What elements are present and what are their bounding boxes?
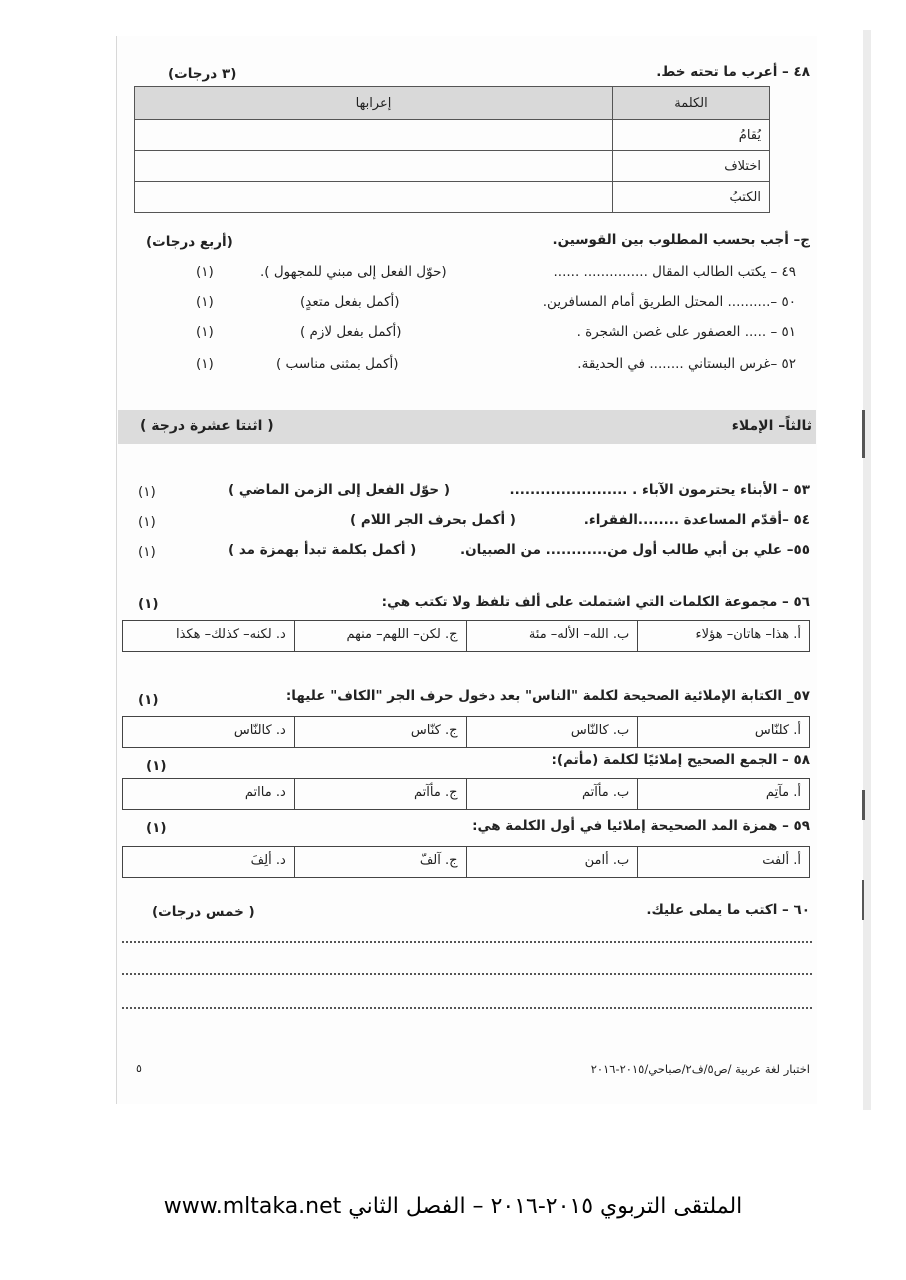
option-d[interactable]: د. ألِفَ [250,853,286,868]
option-d[interactable]: د. مااتم [244,785,286,800]
option-c[interactable]: ج. مأآتم [294,779,466,809]
q51-mark: (١) [196,324,214,340]
dictation-line[interactable] [122,940,812,943]
q56-question: ٥٦ – مجموعة الكلمات التي اشتملت على ألف تلفظ ولا تكتب هي: [381,594,810,610]
q57-mark: (١) [138,692,159,708]
q50-text: ٥٠ –.......... المحتل الطريق أمام المسافرين. [542,294,796,310]
section-3-title: ثالثاً– الإملاء [731,418,812,434]
row-answer[interactable] [135,120,613,151]
q57-question: ٥٧_ الكتابة الإملائية الصحيحة لكلمة "الناس" بعد دخول حرف الجر "الكاف" عليها: [285,688,810,704]
q54-text: ٥٤ –أقدّم المساعدة ........الفقراء. [583,512,810,528]
option-a[interactable]: أ. هذا– هاتان– هؤلاء [637,621,809,651]
q55-hint: ( أكمل بكلمة تبدأ بهمزة مد ) [228,542,417,558]
q60-title: ٦٠ – اكتب ما يملى عليك. [646,902,810,918]
q49-mark: (١) [196,264,214,280]
q55-mark: (١) [138,544,156,560]
q49-hint: (حوّل الفعل إلى مبني للمجهول ). [260,264,447,280]
q53-mark: (١) [138,484,156,500]
q50-mark: (١) [196,294,214,310]
q48-title: ٤٨ – أعرب ما تحته خط. [656,64,810,80]
section-c-title: ج– أجب بحسب المطلوب بين القوسين. [552,232,810,248]
page-number: ٥ [136,1062,142,1075]
q54-hint: ( أكمل بحرف الجر اللام ) [350,512,516,528]
header-word: الكلمة [613,87,770,120]
row-answer[interactable] [135,151,613,182]
q58-mark: (١) [146,758,167,774]
table-row [135,120,770,151]
page-edge [863,30,871,1110]
q58-options [122,778,810,810]
section-3-band [118,410,816,444]
table-row [135,182,770,213]
q57-options [122,716,810,748]
site-caption: الملتقى التربوي ٢٠١٥-٢٠١٦ – الفصل الثاني www.mltaka.net [163,1194,743,1219]
q56-mark: (١) [138,596,159,612]
q51-text: ٥١ – ..... العصفور على غصن الشجرة . [576,324,796,340]
q59-options [122,846,810,878]
dictation-line[interactable] [122,972,812,975]
option-d[interactable]: د. لكنه– كذلك– هكذا [175,627,286,642]
exam-footer: اختبار لغة عربية /ص٥/ف٢/صباحي/٢٠١٥-٢٠١٦ [590,1062,810,1076]
row-word: يُقامُ [613,120,770,151]
q48-score: (٣ درجات) [168,66,237,82]
row-answer[interactable] [135,182,613,213]
option-b[interactable]: ب. مأآتم [466,779,638,809]
option-a[interactable]: أ. كلنّاس [637,717,809,747]
q53-hint: ( حوّل الفعل إلى الزمن الماضي ) [228,482,451,498]
header-parse: إعرابها [135,87,613,120]
option-a[interactable]: أ. ألفت [637,847,809,877]
q52-mark: (١) [196,356,214,372]
q58-question: ٥٨ – الجمع الصحيح إملائيًا لكلمة (مأتم): [551,752,810,768]
q55-text: ٥٥– علي بن أبي طالب أول من............ من الصبيان. [460,542,810,558]
q54-mark: (١) [138,514,156,530]
option-c[interactable]: ج. آلفّ [294,847,466,877]
table-row [135,151,770,182]
table-header-row [135,87,770,120]
row-word: الكتبُ [613,182,770,213]
q50-hint: (أكمل بفعل متعدٍ) [300,294,400,310]
row-word: اختلاف [613,151,770,182]
q59-mark: (١) [146,820,167,836]
q60-score: ( خمس درجات) [152,904,255,920]
edge-mark [862,790,865,820]
section-3-score: ( اثنتا عشرة درجة ) [140,418,274,434]
edge-mark [862,410,865,458]
option-b[interactable]: ب. أامن [466,847,638,877]
section-c-score: (أربع درجات) [146,234,233,250]
q52-hint: (أكمل بمثنى مناسب ) [276,356,399,372]
option-b[interactable]: ب. كالنّاس [466,717,638,747]
parse-table [134,86,770,213]
option-c[interactable]: ج. لكن– اللهم– منهم [294,621,466,651]
option-a[interactable]: أ. مآتِم [637,779,809,809]
q56-options [122,620,810,652]
dictation-line[interactable] [122,1006,812,1009]
q59-question: ٥٩ – همزة المد الصحيحة إملائيا في أول الكلمة هي: [472,818,810,834]
q51-hint: (أكمل بفعل لازم ) [300,324,402,340]
option-d[interactable]: د. كالنّاس [233,723,286,738]
q53-text: ٥٣ – الأبناء يحترمون الآباء . ....................... [509,482,810,498]
q49-text: ٤٩ – يكتب الطالب المقال ............... ...... [553,264,796,280]
option-b[interactable]: ب. الله– الأله– مئة [466,621,638,651]
edge-mark [862,880,864,920]
q52-text: ٥٢ –غرس البستاني ........ في الحديقة. [577,356,796,372]
option-c[interactable]: ج. كنّاس [294,717,466,747]
